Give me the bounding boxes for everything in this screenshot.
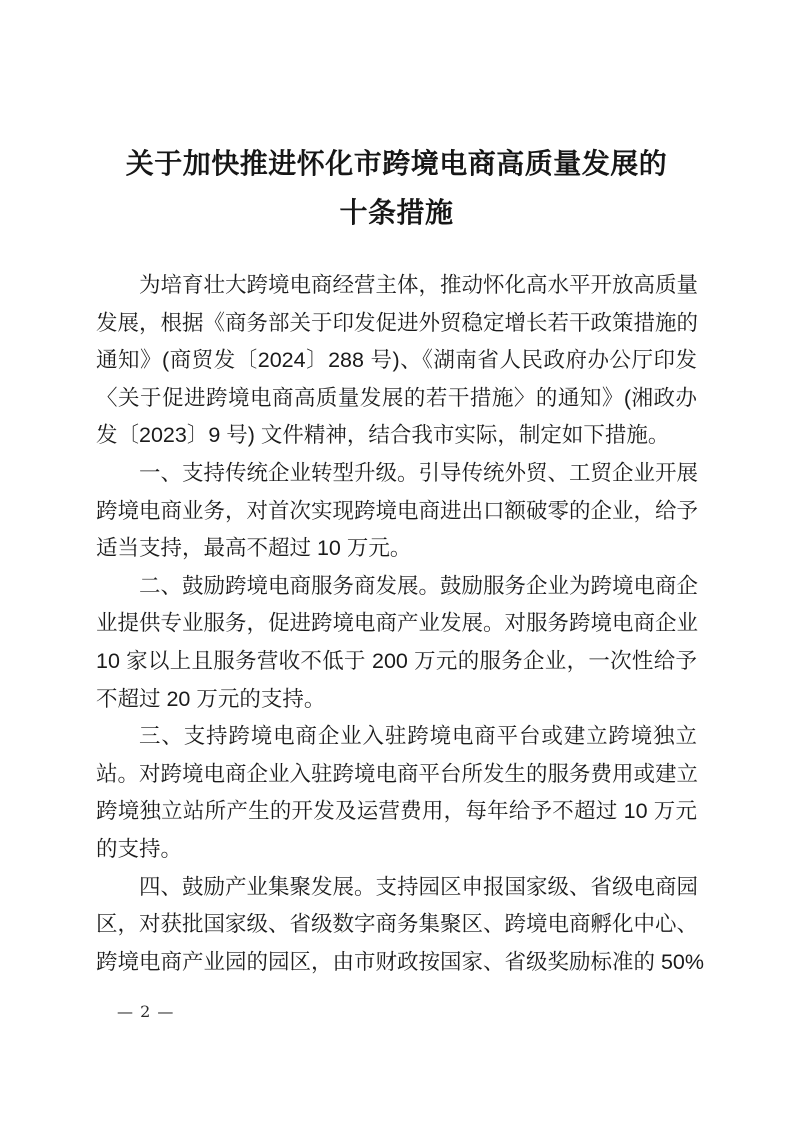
body-line: 通知》(商贸发〔2024〕288 号)、《湖南省人民政府办公厅印发	[96, 348, 697, 373]
body-line: 业提供专业服务，促进跨境电商产业发展。对服务跨境电商企业	[96, 611, 699, 636]
body-line: 一、支持传统企业转型升级。引导传统外贸、工贸企业开展	[139, 460, 699, 485]
body-line: 跨境独立站所产生的开发及运营费用，每年给予不超过 10 万元	[96, 799, 697, 824]
body-line: 发展，根据《商务部关于印发促进外贸稳定增长若干政策措施的	[96, 310, 699, 335]
document-body	[96, 267, 705, 981]
body-line: 跨境电商产业园的园区，由市财政按国家、省级奖励标准的 50%	[96, 949, 705, 974]
body-line: 发〔2023〕9 号) 文件精神，结合我市实际，制定如下措施。	[96, 423, 670, 448]
body-line: 二、鼓励跨境电商服务商发展。鼓励服务企业为跨境电商企	[139, 573, 699, 598]
title-line-2: 十条措施	[339, 197, 454, 228]
body-line: 10 家以上且服务营收不低于 200 万元的服务企业，一次性给予	[96, 648, 697, 673]
body-line: 〈关于促进跨境电商高质量发展的若干措施〉的通知》(湘政办	[96, 385, 697, 410]
title-line-1: 关于加快推进怀化市跨境电商高质量发展的	[125, 148, 668, 179]
body-line: 为培育壮大跨境电商经营主体，推动怀化高水平开放高质量	[139, 273, 699, 297]
body-line: 跨境电商业务，对首次实现跨境电商进出口额破零的企业，给予	[96, 498, 699, 523]
body-line: 区，对获批国家级、省级数字商务集聚区、跨境电商孵化中心、	[96, 912, 699, 937]
body-line: 站。对跨境电商企业入驻跨境电商平台所发生的服务费用或建立	[96, 761, 699, 786]
body-line: 的支持。	[96, 836, 183, 861]
body-line: 三、支持跨境电商企业入驻跨境电商平台或建立跨境独立	[139, 724, 697, 749]
body-line: 不超过 20 万元的支持。	[96, 686, 326, 711]
body-line: 适当支持，最高不超过 10 万元。	[96, 536, 412, 561]
body-line: 四、鼓励产业集聚发展。支持园区申报国家级、省级电商园	[139, 874, 699, 899]
page-number: — 2 —	[117, 1002, 175, 1021]
document-title	[96, 139, 697, 237]
